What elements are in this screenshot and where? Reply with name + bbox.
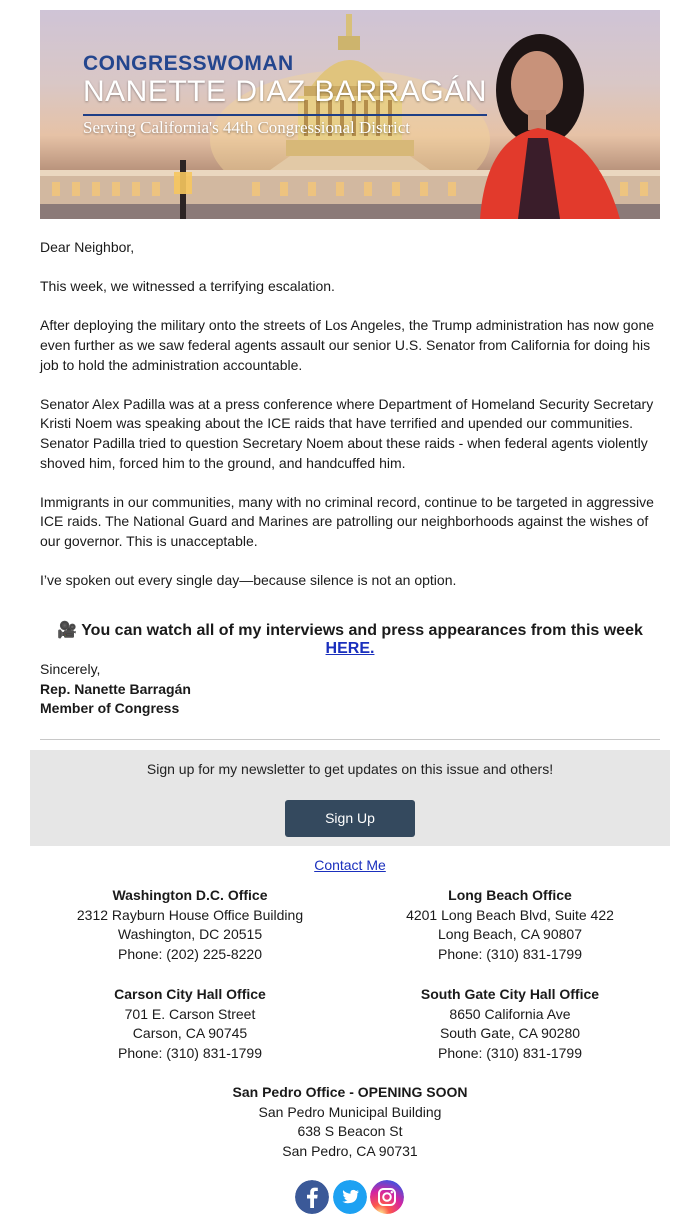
office-name: South Gate City Hall Office — [420, 986, 600, 1002]
office-phone: Phone: (202) 225-8220 — [118, 945, 262, 962]
banner-rule — [83, 114, 487, 116]
facebook-icon[interactable] — [295, 1180, 329, 1214]
office-line: 8650 California Ave — [449, 1005, 571, 1022]
office-line: 4201 Long Beach Blvd, Suite 422 — [406, 906, 614, 923]
closing: Sincerely, — [40, 661, 101, 677]
office-name: San Pedro Office - OPENING SOON — [232, 1084, 468, 1100]
newsletter-signup-box — [30, 750, 670, 846]
signup-text: Sign up for my newsletter to get updates on this issue and others! — [146, 761, 554, 777]
sign-up-button[interactable]: Sign Up — [285, 800, 415, 837]
office-dc — [60, 886, 320, 964]
office-line: 638 S Beacon St — [297, 1123, 403, 1140]
office-san-pedro — [200, 1083, 500, 1161]
office-south-gate — [380, 985, 640, 1063]
office-name: Long Beach Office — [448, 887, 572, 903]
office-line: 2312 Rayburn House Office Building — [76, 906, 304, 923]
paragraph: After deploying the military onto the streets of Los Angeles, the Trump administration has now gone even further as we saw federal agents assault our senior U.S. Senator from California for doing his job to hold the administration accountable. — [40, 317, 655, 373]
letter-body — [40, 238, 664, 610]
contact-section — [0, 857, 700, 873]
instagram-icon[interactable] — [370, 1180, 404, 1214]
office-long-beach — [380, 886, 640, 964]
video-camera-icon: 🎥 — [57, 622, 78, 639]
watch-here-link[interactable]: HERE. — [325, 640, 375, 657]
signoff — [40, 660, 191, 719]
banner-title-small: CONGRESSWOMAN — [83, 52, 294, 75]
office-phone: Phone: (310) 831-1799 — [438, 1044, 582, 1061]
office-line: San Pedro Municipal Building — [258, 1103, 442, 1120]
paragraph: I’ve spoken out every single day—because silence is not an option. — [40, 572, 457, 589]
office-phone: Phone: (310) 831-1799 — [438, 945, 582, 962]
office-name: Washington D.C. Office — [112, 887, 268, 903]
greeting: Dear Neighbor, — [40, 239, 135, 255]
header-banner — [40, 10, 660, 219]
banner-subtitle: Serving California's 44th Congressional District — [83, 118, 410, 137]
watch-text: You can watch all of my interviews and press appearances from this week — [81, 622, 643, 639]
signer-name: Rep. Nanette Barragán — [40, 680, 191, 697]
divider — [40, 739, 660, 740]
paragraph: This week, we witnessed a terrifying escalation. — [40, 278, 335, 295]
signer-title: Member of Congress — [40, 700, 180, 717]
contact-me-link[interactable]: Contact Me — [314, 857, 386, 873]
office-line: South Gate, CA 90280 — [439, 1025, 581, 1042]
watch-interviews-line — [40, 620, 660, 658]
office-line: Long Beach, CA 90807 — [437, 926, 582, 943]
office-line: Carson, CA 90745 — [132, 1025, 248, 1042]
office-phone: Phone: (310) 831-1799 — [118, 1044, 262, 1061]
office-line: 701 E. Carson Street — [124, 1005, 256, 1022]
office-carson — [60, 985, 320, 1063]
paragraph: Immigrants in our communities, many with no criminal record, continue to be targeted in aggressive ICE raids. The National Guard and Marines are patrolling our neighborhoods against the wishes of our governor. This is unacceptable. — [40, 493, 654, 549]
office-name: Carson City Hall Office — [114, 986, 266, 1002]
paragraph: Senator Alex Padilla was at a press conference where Department of Homeland Security Secretary Kristi Noem was speaking about the ICE raids that have terrified and upended our communities. Senator Padilla tried to question Secretary Noem about these raids - when federal agents violently shoved him, forced him to the ground, and handcuffed him. — [40, 395, 654, 471]
office-line: San Pedro, CA 90731 — [282, 1142, 418, 1159]
office-line: Washington, DC 20515 — [117, 926, 263, 943]
banner-title-name: NANETTE DIAZ BARRAGÁN — [83, 75, 487, 108]
twitter-icon[interactable] — [333, 1180, 367, 1214]
